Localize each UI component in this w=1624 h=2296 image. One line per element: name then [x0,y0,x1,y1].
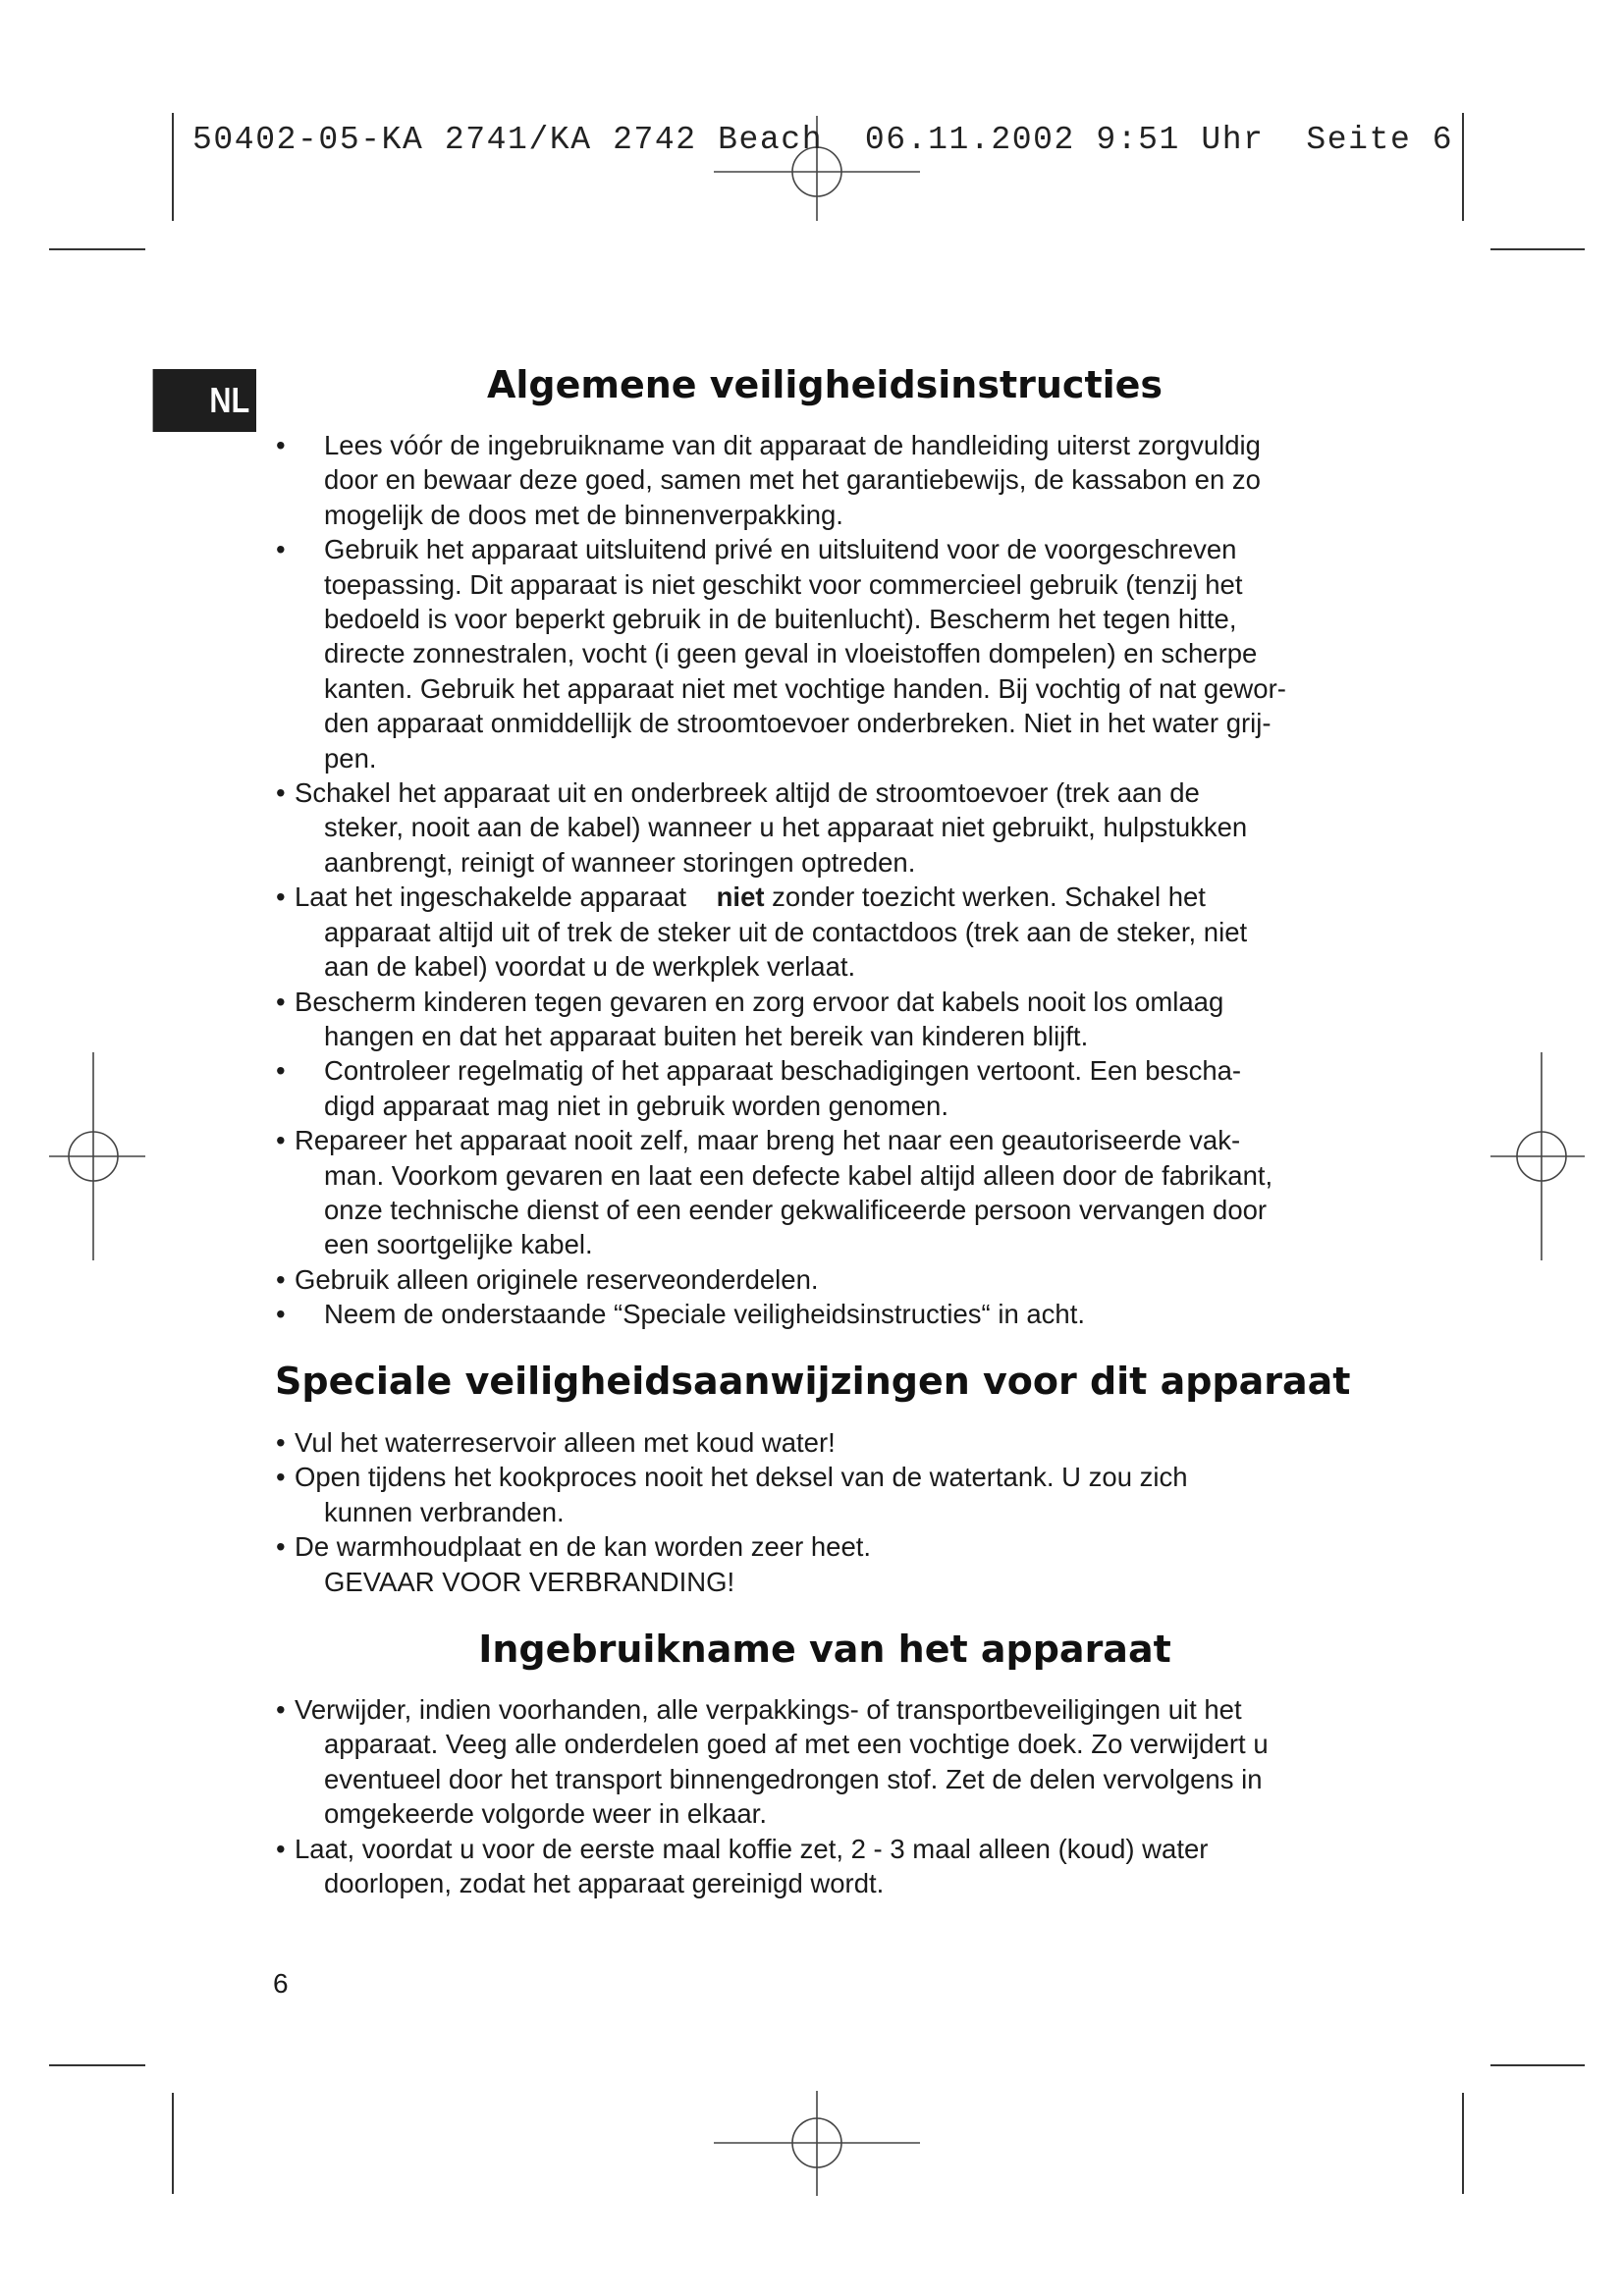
list-item [265,985,1394,1054]
text-line: Gebruik het apparaat uitsluitend privé en uitsluitend voor de voorgeschreven [324,534,1237,565]
text-line: pen. [324,742,377,774]
text-line: Verwijder, indien voorhanden, alle verpakkings- of transportbeveiligingen uit het [295,1694,1242,1725]
section-special-safety-body [265,1425,1394,1599]
text-line: omgekeerde volgorde weer in elkaar. [324,1798,767,1830]
text-line: Gebruik alleen originele reserveonderdelen. [295,1263,819,1295]
list-item [265,1123,1394,1262]
list-item [265,1262,1394,1297]
text-run: zonder toezicht werken. Schakel het [772,881,1206,913]
bullet-glyph: • [276,534,286,565]
list-item [265,1425,1394,1460]
page-number: 6 [273,1968,289,1999]
text-line: Lees vóór de ingebruikname van dit apparaat de handleiding uiterst zorgvuldig [324,430,1261,460]
bullet-glyph: • [276,1462,286,1493]
list-item [265,1529,1394,1599]
section-title-special-safety: Speciale veiligheidsaanwijzingen voor dit apparaat [275,1360,1351,1403]
text-line: Vul het waterreservoir alleen met koud water! [295,1427,836,1458]
print-slug: 50402-05-KA 2741/KA 2742 Beach 06.11.2002 9:51 Uhr Seite 6 [192,122,1454,158]
text-line: Repareer het apparaat nooit zelf, maar breng het naar een geautoriseerde vak- [295,1125,1241,1156]
text-line: Schakel het apparaat uit en onderbreek altijd de stroomtoevoer (trek aan de [295,777,1200,809]
registration-mark [49,1052,145,1260]
bullet-glyph: • [276,1125,286,1156]
bullet-glyph: • [276,430,286,460]
text-line: mogelijk de doos met de binnenverpakking. [324,499,843,530]
section-title-first-use: Ingebruikname van het apparaat [478,1628,1171,1671]
text-line: door en bewaar deze goed, samen met het garantiebewijs, de kassabon en zo [324,464,1261,496]
section-general-safety-body [265,428,1394,1332]
list-item [265,532,1394,775]
language-tab-label: NL [209,380,250,420]
section-first-use-body [265,1692,1394,1900]
text-line: apparaat. Veeg alle onderdelen goed af met een vochtige doek. Zo verwijdert u [324,1729,1269,1760]
text-line: Controleer regelmatig of het apparaat beschadigingen vertoont. Een bescha- [324,1055,1242,1087]
text-line: aanbrengt, reinigt of wanneer storingen optreden. [324,846,916,878]
bullet-glyph: • [276,1694,286,1725]
list-item [265,1297,1394,1331]
bullet-glyph: • [276,986,286,1017]
text-line: aan de kabel) voordat u de werkplek verlaat. [324,951,856,983]
text-line: toepassing. Dit apparaat is niet geschikt voor commercieel gebruik (tenzij het [324,568,1243,600]
text-line: bedoeld is voor beperkt gebruik in de buitenlucht). Bescherm het tegen hitte, [324,604,1237,635]
text-line: digd apparaat mag niet in gebruik worden genomen. [324,1090,948,1121]
text-line: den apparaat onmiddellijk de stroomtoevoer onderbreken. Niet in het water grij- [324,708,1272,739]
bullet-glyph: • [276,1055,286,1087]
text-line: een soortgelijke kabel. [324,1229,593,1260]
text-line: doorlopen, zodat het apparaat gereinigd wordt. [324,1868,885,1899]
text-line: De warmhoudplaat en de kan worden zeer heet. [295,1531,872,1563]
registration-mark [1490,1052,1585,1260]
text-line: GEVAAR VOOR VERBRANDING! [324,1566,735,1597]
bullet-glyph: • [276,1427,286,1458]
list-item [265,1832,1394,1901]
text-line: Laat, voordat u voor de eerste maal koffie zet, 2 - 3 maal alleen (koud) water [295,1833,1209,1864]
text-line: directe zonnestralen, vocht (i geen geval in vloeistoffen dompelen) en scherpe [324,638,1258,669]
section-title-general-safety: Algemene veiligheidsinstructies [486,363,1164,406]
list-item [265,1053,1394,1123]
text-line: steker, nooit aan de kabel) wanneer u het apparaat niet gebruikt, hulpstukken [324,812,1248,843]
list-item [265,775,1394,880]
bullet-glyph: • [276,1531,286,1563]
bullet-glyph: • [276,1833,286,1864]
text-line: Open tijdens het kookproces nooit het deksel van de watertank. U zou zich [295,1462,1188,1493]
emphasis-text: niet [716,881,765,913]
registration-mark [714,2091,920,2196]
text-line: onze technische dienst of een eender gekwalificeerde persoon vervangen door [324,1194,1268,1225]
text-line: man. Voorkom gevaren en laat een defecte kabel altijd alleen door de fabrikant, [324,1159,1273,1191]
list-item [265,1460,1394,1529]
bullet-glyph: • [276,1299,286,1330]
text-line: Neem de onderstaande “Speciale veiligheidsinstructies“ in acht. [324,1299,1086,1330]
list-item [265,880,1394,984]
bullet-glyph: • [276,1263,286,1295]
text-line: eventueel door het transport binnengedrongen stof. Zet de delen vervolgens in [324,1763,1263,1794]
text-line: kanten. Gebruik het apparaat niet met vochtige handen. Bij vochtig of nat gewor- [324,672,1286,704]
list-item [265,1692,1394,1832]
list-item [265,428,1394,532]
text-line: apparaat altijd uit of trek de steker uit de contactdoos (trek aan de steker, niet [324,916,1248,947]
text-line: hangen en dat het apparaat buiten het bereik van kinderen blijft. [324,1020,1089,1051]
text-run: Laat het ingeschakelde apparaat [295,881,687,913]
text-line [295,880,1394,914]
bullet-glyph: • [276,777,286,809]
text-line: kunnen verbranden. [324,1496,565,1527]
bullet-glyph: • [276,881,286,913]
text-line: Bescherm kinderen tegen gevaren en zorg ervoor dat kabels nooit los omlaag [295,986,1224,1017]
